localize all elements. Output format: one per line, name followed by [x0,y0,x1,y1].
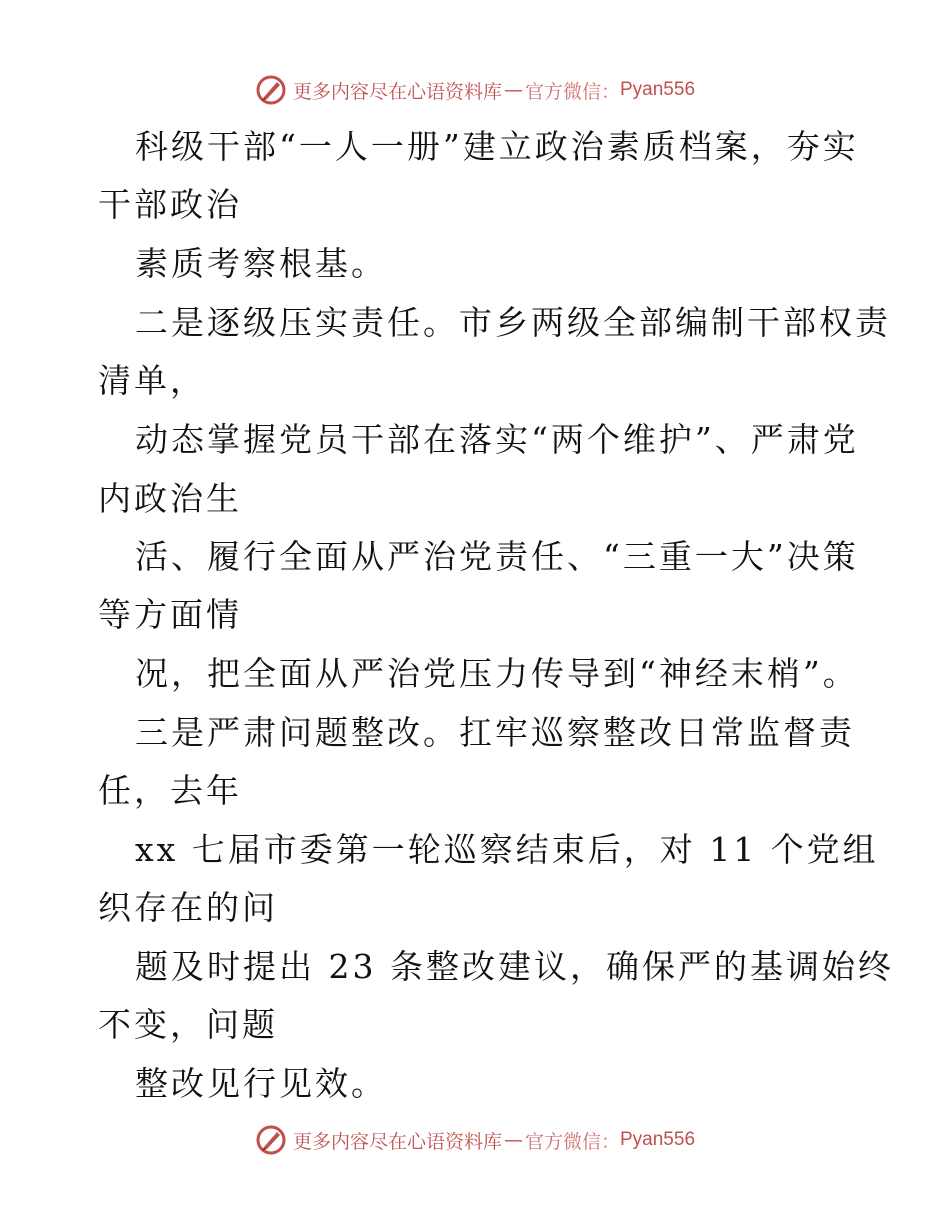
footer-watermark [0,1120,950,1160]
watermark-wechat-id: Pyan556 [620,1129,696,1150]
body-line: 况，把全面从严治党压力传导到“神经末梢”。 [135,654,859,693]
pen-logo-icon [255,1124,287,1156]
watermark-dash: — [503,1129,523,1151]
body-line: 科级干部“一人一册”建立政治素质档案，夯实 [135,127,859,166]
header-watermark [0,70,950,110]
body-line: 动态掌握党员干部在落实“两个维护”、严肃党 [135,420,859,459]
pen-logo-icon [255,74,287,106]
body-line: 清单， [98,361,206,400]
body-line: 题及时提出 23 条整改建议，确保严的基调始终 [135,947,894,986]
body-line: 素质考察根基。 [135,244,387,283]
body-line: 活、履行全面从严治党责任、“三重一大”决策 [135,537,859,576]
watermark-dash: — [503,79,523,101]
watermark-label: 官方微信： [524,80,620,103]
watermark-site-text: 更多内容尽在心语资料库 [292,80,502,103]
body-line: 二是逐级压实责任。市乡两级全部编制干部权责 [135,303,891,342]
body-line: 整改见行见效。 [135,1064,387,1103]
watermark-label: 官方微信： [524,1130,620,1153]
body-line: 织存在的问 [98,888,278,927]
body-line: 不变，问题 [98,1005,278,1044]
watermark-wechat-id: Pyan556 [620,79,696,100]
body-line: 干部政治 [98,185,242,224]
body-line: 三是严肃问题整改。扛牢巡察整改日常监督责 [135,713,855,752]
body-line: 等方面情 [98,595,242,634]
body-line: 内政治生 [98,479,242,518]
body-line: xx 七届市委第一轮巡察结束后，对 11 个党组 [135,830,879,869]
body-line: 任，去年 [98,771,242,810]
watermark-site-text: 更多内容尽在心语资料库 [292,1130,502,1153]
